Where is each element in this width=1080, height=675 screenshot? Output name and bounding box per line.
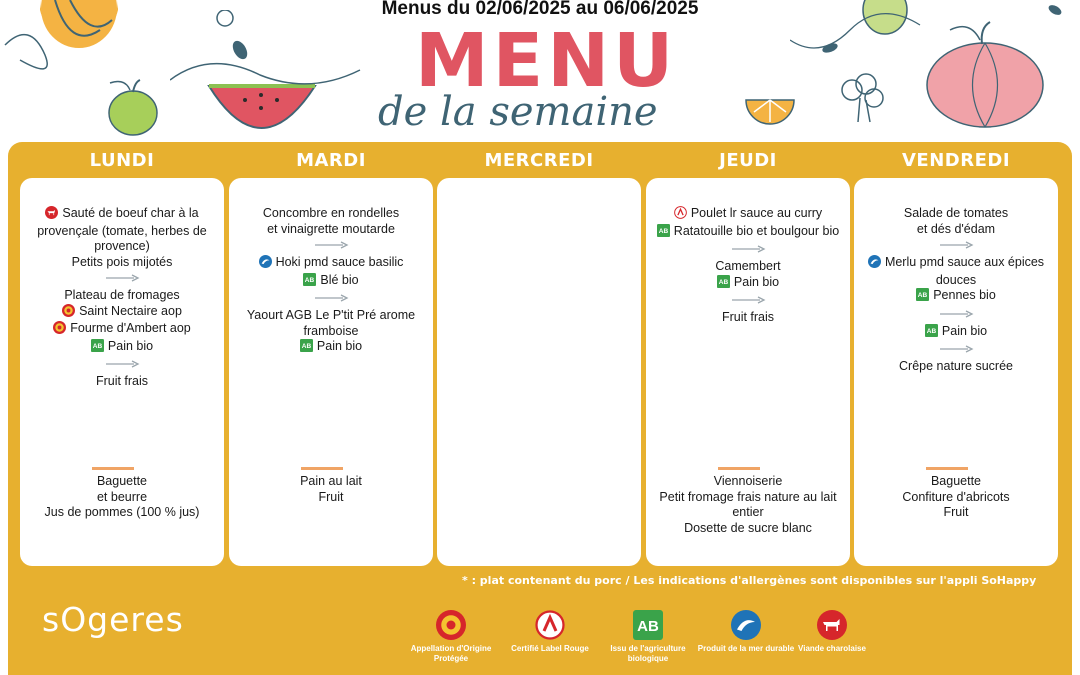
svg-text:AB: AB — [92, 342, 103, 350]
course-separator — [233, 290, 429, 308]
legend-charolaise — [782, 610, 882, 654]
bio-icon — [91, 339, 104, 357]
course-separator — [858, 306, 1054, 324]
menu-item-text: Fruit frais — [721, 310, 775, 324]
mer-durable-icon — [696, 610, 796, 640]
menu-item — [24, 321, 220, 339]
bio-icon — [925, 324, 938, 342]
mer-durable-icon — [259, 255, 272, 273]
snack-menu — [233, 474, 429, 505]
snack-menu — [650, 474, 846, 536]
menu-item — [858, 255, 1054, 288]
menu-item — [24, 255, 220, 271]
legend-label: Certifié Label Rouge — [511, 644, 589, 653]
menu-item — [24, 339, 220, 357]
lunch-menu — [233, 206, 429, 357]
svg-text:AB: AB — [926, 327, 937, 335]
menu-item — [650, 206, 846, 224]
snack-item: Fruit — [943, 505, 969, 519]
menu-item-text: Salade de tomates — [903, 206, 1009, 220]
menu-item-text: Merlu pmd sauce aux épices douces — [884, 255, 1045, 287]
menu-item-text: Camembert — [715, 259, 781, 273]
menu-item-text: Hoki pmd sauce basilic — [275, 255, 404, 269]
menu-item — [858, 359, 1054, 375]
bio-icon — [598, 610, 698, 640]
day-heading-jeudi: JEUDI — [719, 150, 777, 171]
svg-text:AB: AB — [301, 343, 312, 351]
bio-icon — [717, 275, 730, 293]
snack-item: Confiture d'abricots — [902, 489, 1010, 504]
svg-text:AB: AB — [305, 276, 315, 284]
apple-illustration — [100, 78, 170, 140]
menu-item — [233, 308, 429, 339]
snack-divider — [718, 467, 760, 470]
snack-item: Pain au lait — [300, 474, 362, 488]
svg-text:AB: AB — [718, 278, 729, 286]
aop-icon — [53, 321, 66, 339]
menu-item-text: Pain bio — [941, 323, 988, 338]
legend-label: Viande charolaise — [798, 644, 866, 653]
sogeres-logo: sOgeres — [42, 600, 184, 639]
menu-item — [858, 324, 1054, 342]
day-heading-mardi: MARDI — [296, 150, 366, 171]
snack-divider — [301, 467, 343, 470]
leaf-doodles — [170, 10, 370, 90]
legend-bio — [598, 610, 698, 664]
day-card-jeudi — [646, 178, 850, 566]
day-card-lundi — [20, 178, 224, 566]
svg-text:AB: AB — [918, 292, 928, 300]
snack-menu — [24, 474, 220, 521]
snack-item: Baguette — [930, 474, 982, 488]
charolaise-icon — [45, 206, 58, 224]
menu-dates-title: Menus du 02/06/2025 au 06/06/2025 — [381, 0, 699, 19]
menu-item-text: Pain bio — [316, 339, 363, 353]
menu-item — [650, 259, 846, 275]
menu-item — [650, 310, 846, 326]
snack-item: Dosette de sucre blanc — [684, 520, 812, 535]
menu-item-text: et dés d'édam — [916, 221, 996, 236]
menu-item — [24, 304, 220, 322]
snack-divider — [926, 467, 968, 470]
day-card-vendredi — [854, 178, 1058, 566]
charolaise-icon — [782, 610, 882, 640]
menu-item-text: Fruit frais — [95, 374, 149, 388]
day-card-mercredi — [437, 178, 641, 566]
course-separator — [650, 241, 846, 259]
course-separator — [233, 237, 429, 255]
course-separator — [24, 356, 220, 374]
snack-divider — [92, 467, 134, 470]
lunch-menu — [24, 206, 220, 390]
course-separator — [650, 292, 846, 310]
legend-label-rouge — [500, 610, 600, 654]
bio-icon — [303, 273, 316, 291]
menu-item-text: Sauté de boeuf char à la provençale (tomate, herbes de provence) — [37, 206, 207, 253]
melon-illustration — [0, 0, 130, 72]
bio-icon — [916, 288, 929, 306]
menu-item — [233, 273, 429, 291]
menu-item — [24, 206, 220, 255]
lunch-menu — [650, 206, 846, 326]
menu-item-text: Fourme d'Ambert aop — [70, 321, 191, 335]
menu-item — [650, 275, 846, 293]
day-card-mardi — [229, 178, 433, 566]
menu-item — [233, 206, 429, 222]
legend-mer-durable — [696, 610, 796, 654]
menu-item — [858, 288, 1054, 306]
snack-item: Baguette — [96, 474, 148, 488]
legend-label: Issu de l'agriculture biologique — [610, 644, 686, 663]
menu-item — [858, 222, 1054, 238]
menu-item-text: Pain bio — [733, 274, 780, 289]
snack-menu — [858, 474, 1054, 521]
day-heading-vendredi: VENDREDI — [901, 150, 1011, 171]
bio-icon — [300, 339, 313, 357]
menu-item-text: Pennes bio — [933, 288, 996, 302]
day-heading-lundi: LUNDI — [89, 150, 155, 171]
lunch-menu — [858, 206, 1054, 375]
snack-item: Viennoiserie — [713, 474, 783, 488]
menu-item-text: Crêpe nature sucrée — [899, 359, 1013, 373]
menu-item — [650, 224, 846, 242]
svg-text:AB: AB — [658, 227, 668, 235]
aop-icon — [62, 304, 75, 322]
snack-item: et beurre — [96, 489, 148, 504]
leaf-doodles-right — [790, 0, 1080, 70]
label-rouge-icon — [500, 610, 600, 640]
course-separator — [24, 270, 220, 288]
mer-durable-icon — [868, 255, 881, 273]
svg-text:AB: AB — [637, 618, 659, 635]
menu-item-text: Blé bio — [320, 272, 359, 287]
menu-item-text: Poulet lr sauce au curry — [690, 206, 823, 220]
menu-item-text: Plateau de fromages — [64, 288, 180, 302]
broccoli-illustration — [832, 70, 892, 130]
aop-icon — [401, 610, 501, 640]
label-rouge-icon — [674, 206, 687, 224]
course-separator — [858, 341, 1054, 359]
menu-item-text: Concombre en rondelles — [262, 206, 400, 220]
legend-label: Appellation d'Origine Protégée — [410, 644, 492, 663]
menu-item-text: et vinaigrette moutarde — [267, 221, 395, 236]
menu-item-text: Petits pois mijotés — [71, 254, 173, 269]
menu-item-text: Pain bio — [107, 338, 154, 353]
snack-item: Jus de pommes (100 % jus) — [44, 505, 200, 519]
menu-item-text: Ratatouille bio et boulgour bio — [673, 223, 840, 238]
orange-slice-illustration — [740, 80, 800, 130]
menu-item — [233, 255, 429, 273]
legend-label: Produit de la mer durable — [697, 644, 795, 653]
footnote: * : plat contenant du porc / Les indications d'allergènes sont disponibles sur l'appli SoHappy — [462, 574, 1037, 587]
legend-aop — [401, 610, 501, 664]
menu-item-text: Saint Nectaire aop — [79, 303, 182, 318]
snack-item: Petit fromage frais nature au lait entier — [659, 489, 837, 519]
course-separator — [858, 237, 1054, 255]
menu-item-text: Yaourt AGB Le P'tit Pré arome framboise — [246, 308, 416, 338]
menu-item — [233, 339, 429, 357]
snack-item: Fruit — [318, 489, 344, 504]
bio-icon — [657, 224, 670, 242]
day-heading-mercredi: MERCREDI — [484, 150, 594, 171]
menu-item — [24, 288, 220, 304]
menu-heading: MENU — [415, 18, 678, 104]
menu-item — [24, 374, 220, 390]
menu-item — [858, 206, 1054, 222]
menu-item — [233, 222, 429, 238]
menu-subtitle: de la semaine — [378, 89, 658, 135]
